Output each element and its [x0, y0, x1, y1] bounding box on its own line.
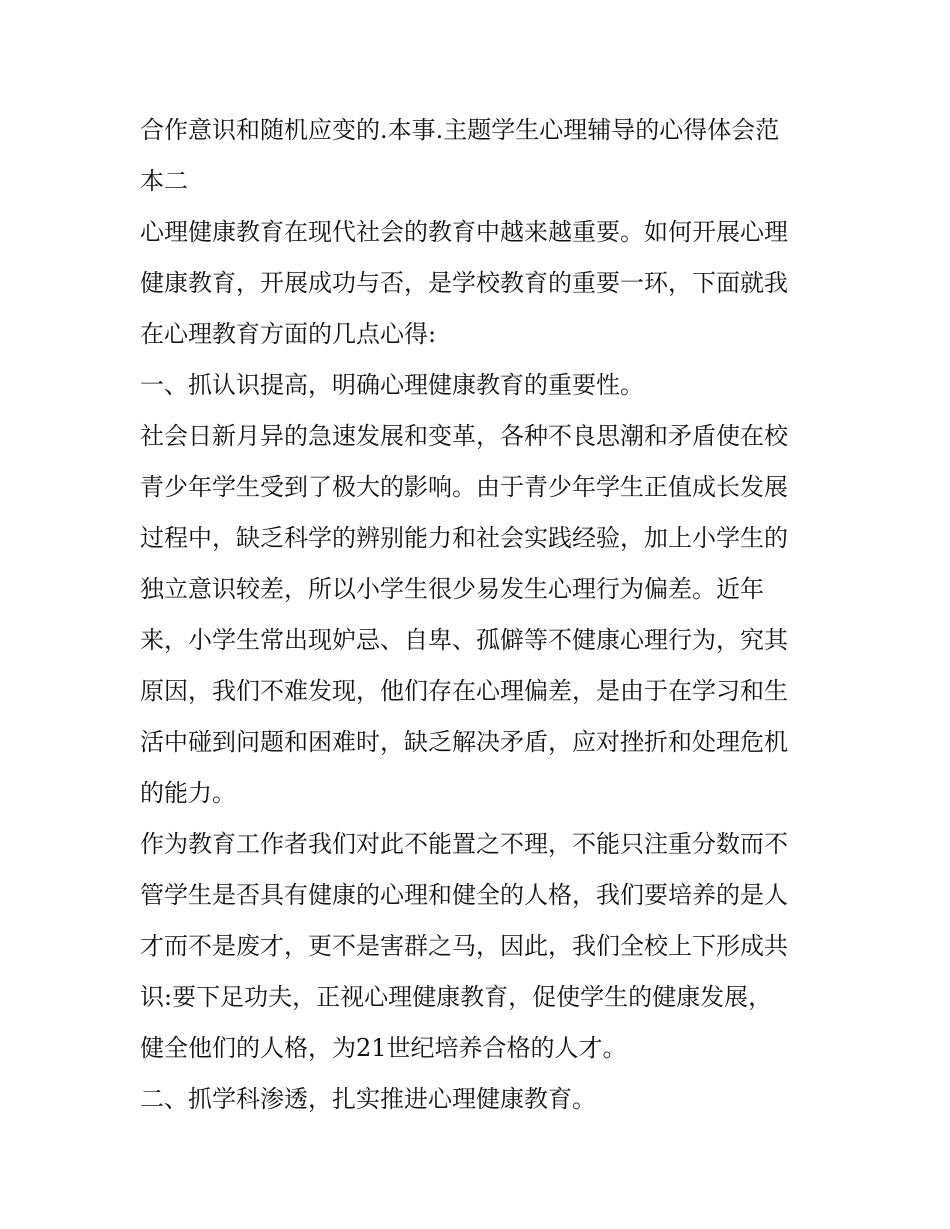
- text-line: 管学生是否具有健康的心理和健全的人格，我们要培养的是人: [140, 881, 788, 909]
- text-line: 才而不是废才，更不是害群之马，因此，我们全校上下形成共: [140, 932, 788, 960]
- text-line: 的能力。: [140, 779, 236, 807]
- text-line: 作为教育工作者我们对此不能置之不理，不能只注重分数而不: [140, 830, 788, 858]
- text-line: 独立意识较差，所以小学生很少易发生心理行为偏差。近年: [140, 575, 764, 603]
- text-line: 原因，我们不难发现，他们存在心理偏差，是由于在学习和生: [140, 677, 788, 705]
- text-line: 青少年学生受到了极大的影响。由于青少年学生正值成长发展: [140, 473, 788, 501]
- text-line: 社会日新月异的急速发展和变革，各种不良思潮和矛盾使在校: [140, 422, 788, 450]
- text-line: 活中碰到问题和困难时，缺乏解决矛盾，应对挫折和处理危机: [140, 728, 788, 756]
- text-line: 识:要下足功夫，正视心理健康教育，促使学生的健康发展，: [140, 983, 773, 1011]
- section-heading: 一、抓认识提高，明确心理健康教育的重要性。: [140, 371, 644, 399]
- text-line: 健全他们的人格，为21世纪培养合格的人才。: [140, 1034, 627, 1062]
- section-heading: 二、抓学科渗透，扎实推进心理健康教育。: [140, 1085, 596, 1113]
- text-line: 本二: [140, 167, 188, 195]
- text-line: 过程中，缺乏科学的辨别能力和社会实践经验，加上小学生的: [140, 524, 788, 552]
- text-line: 来，小学生常出现妒忌、自卑、孤僻等不健康心理行为，究其: [140, 626, 788, 654]
- text-line: 在心理教育方面的几点心得:: [140, 320, 437, 348]
- text-line: 合作意识和随机应变的.本事.主题学生心理辅导的心得体会范: [140, 116, 780, 144]
- text-line: 心理健康教育在现代社会的教育中越来越重要。如何开展心理: [140, 218, 788, 246]
- document-body: [140, 105, 820, 1125]
- text-line: 健康教育，开展成功与否，是学校教育的重要一环，下面就我: [140, 269, 788, 297]
